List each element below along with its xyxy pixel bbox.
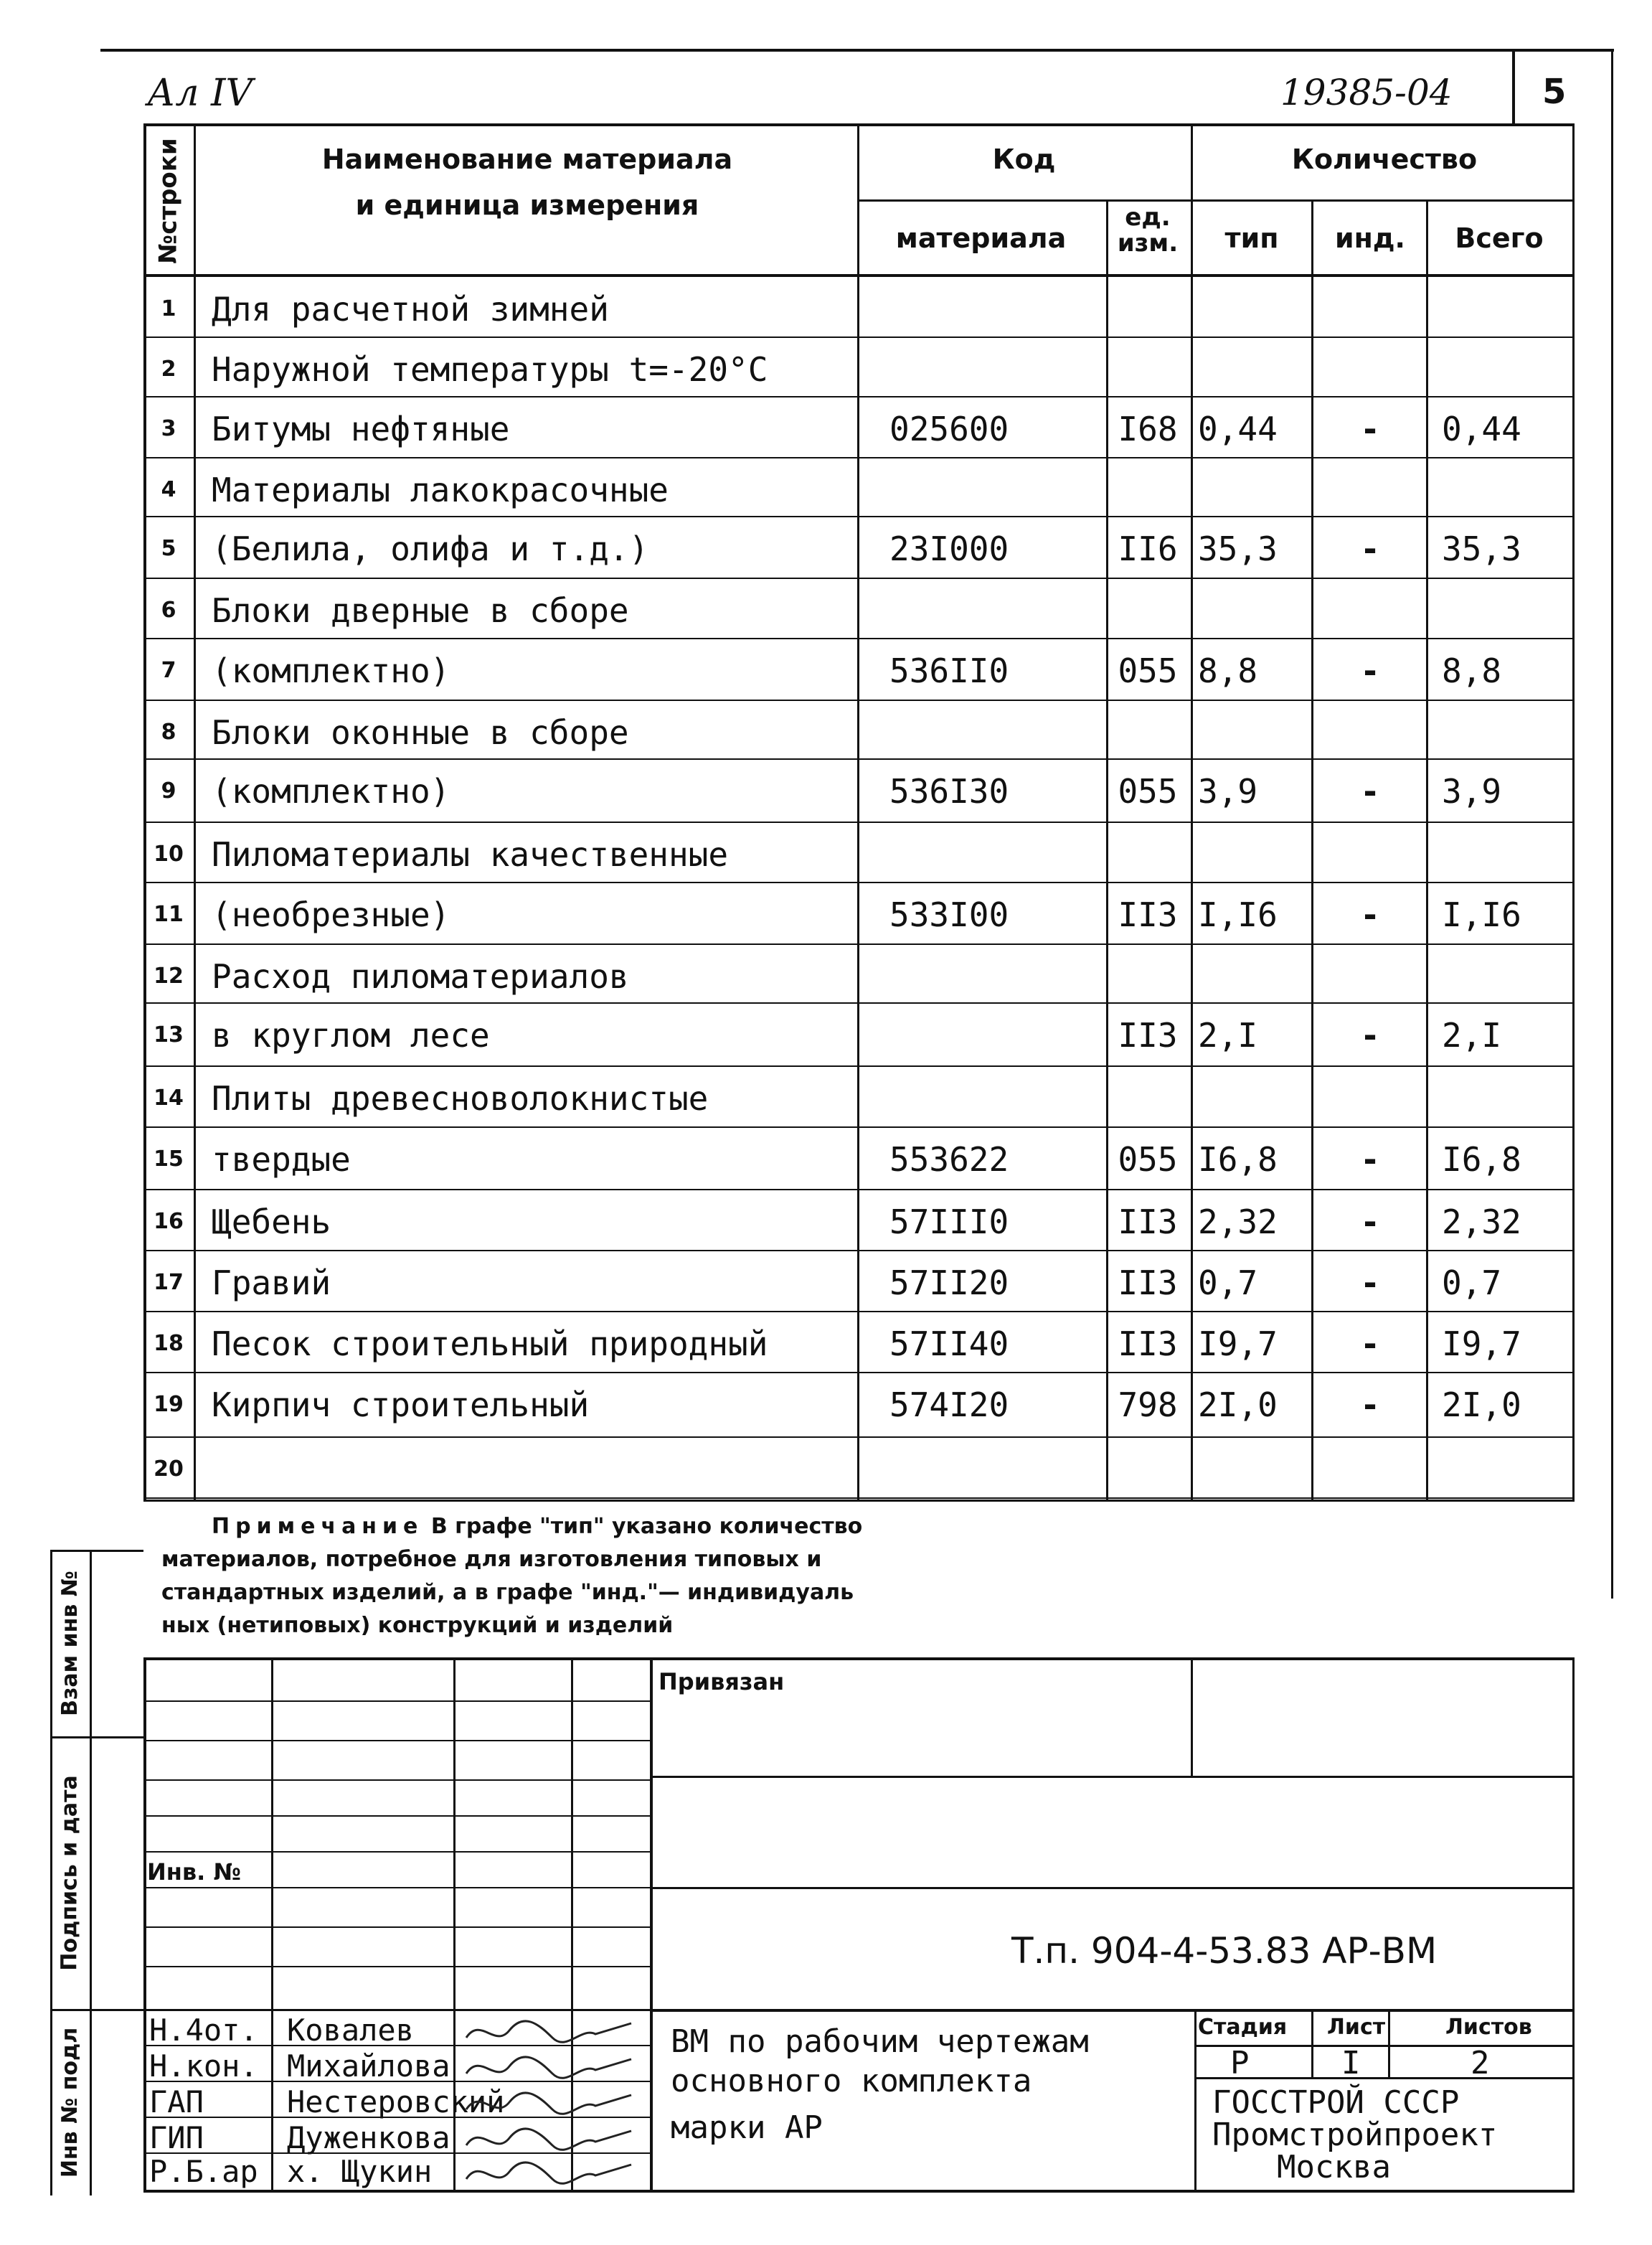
material-name: (необрезные) <box>212 895 450 934</box>
quantity-ind: - <box>1363 771 1377 811</box>
unit-code <box>1105 459 1191 520</box>
row-divider <box>143 700 1575 701</box>
material-name: Щебень <box>212 1202 331 1241</box>
material-code <box>889 946 1105 1007</box>
quantity-ind: - <box>1363 529 1377 568</box>
inv-no-label: Инв. № <box>147 1858 241 1886</box>
sheet-value: I <box>1341 2045 1361 2081</box>
row-number: 3 <box>161 416 176 441</box>
sheets-label: Листов <box>1445 2015 1532 2040</box>
quantity-ind: - <box>1363 1263 1377 1302</box>
project-code: Т.п. 904-4-53.83 АР-ВМ <box>1011 1930 1438 1972</box>
tb-grid-line <box>143 1851 653 1853</box>
unit-code: II3 <box>1118 1263 1178 1302</box>
material-name: Пиломатериалы качественные <box>212 834 729 874</box>
table-row <box>143 1313 1572 1374</box>
quantity-total <box>1427 580 1571 641</box>
material-code <box>889 1439 1105 1500</box>
code-group-header: Код <box>992 143 1056 175</box>
row-number: 17 <box>154 1270 184 1295</box>
quantity-ind: - <box>1363 1324 1377 1363</box>
material-name: (Белила, олифа и т.д.) <box>212 529 649 568</box>
material-name: Для расчетной зимней <box>212 289 609 329</box>
quantity-tip: 2I,0 <box>1198 1385 1278 1424</box>
material-code: 57II20 <box>889 1263 1009 1302</box>
quantity-total: 3,9 <box>1442 771 1502 811</box>
unit-code: II6 <box>1118 529 1178 568</box>
signature-mark <box>459 2150 638 2193</box>
unit-code: II3 <box>1118 1202 1178 1241</box>
material-name: Кирпич строительный <box>212 1385 590 1424</box>
unit-code <box>1105 824 1191 885</box>
tb-stage-header-line <box>1194 2045 1575 2047</box>
row-number: 8 <box>161 720 176 745</box>
quantity-total <box>1427 1068 1571 1129</box>
quantity-total: 0,44 <box>1442 409 1521 448</box>
quantity-total <box>1427 459 1571 520</box>
unit-code: II3 <box>1118 895 1178 934</box>
signer-name: Ковалев <box>287 2013 415 2048</box>
table-bottom-line <box>143 1500 1575 1502</box>
table-row <box>143 1191 1572 1252</box>
row-number: 19 <box>154 1392 184 1417</box>
unit-code <box>1105 339 1191 400</box>
table-row <box>143 1068 1572 1129</box>
material-code <box>889 278 1105 339</box>
table-row <box>143 1439 1572 1500</box>
quantity-ind <box>1313 580 1427 641</box>
material-name: Наружной температуры t=-20°C <box>212 349 768 389</box>
quantity-total: 2,32 <box>1442 1202 1521 1241</box>
quantity-ind: - <box>1363 895 1377 934</box>
table-row <box>143 640 1572 701</box>
quantity-tip: 8,8 <box>1198 651 1258 690</box>
material-name: Песок строительный природный <box>212 1324 768 1363</box>
row-number: 2 <box>161 357 176 382</box>
table-right-line <box>1572 123 1575 1501</box>
row-number: 4 <box>161 477 176 502</box>
qty-ind-header: инд. <box>1334 222 1405 254</box>
table-row <box>143 1252 1572 1313</box>
name-header: Наименование материала и единица измерения <box>321 143 733 221</box>
material-name: в круглом лесе <box>212 1015 490 1055</box>
quantity-ind <box>1313 702 1427 763</box>
quantity-group-header: Количество <box>1291 143 1478 175</box>
row-divider <box>143 822 1575 823</box>
table-row <box>143 1004 1572 1065</box>
quantity-tip: 2,32 <box>1198 1202 1278 1241</box>
material-code: 553622 <box>889 1139 1009 1179</box>
material-code <box>889 580 1105 641</box>
tb-stage-value-line <box>1194 2077 1575 2079</box>
signer-name: Нестеровский <box>287 2084 505 2119</box>
material-code: 57III0 <box>889 1202 1009 1241</box>
row-number-header: №строки <box>154 138 183 264</box>
unit-code <box>1105 278 1191 339</box>
table-row <box>143 946 1572 1007</box>
quantity-tip <box>1198 278 1313 339</box>
quantity-tip <box>1198 1068 1313 1129</box>
material-name: твердые <box>212 1139 351 1179</box>
material-code: 23I000 <box>889 529 1009 568</box>
table-row <box>143 580 1572 641</box>
quantity-ind <box>1313 1068 1427 1129</box>
material-name: (комплектно) <box>212 651 450 690</box>
table-row <box>143 702 1572 763</box>
material-name: Гравий <box>212 1263 331 1302</box>
material-name: Блоки оконные в сборе <box>212 712 629 752</box>
quantity-ind <box>1313 824 1427 885</box>
quantity-tip <box>1198 1439 1313 1500</box>
row-number: 18 <box>154 1331 184 1356</box>
row-number: 16 <box>154 1209 184 1234</box>
material-code: 533I00 <box>889 895 1009 934</box>
material-code <box>889 1004 1105 1065</box>
quantity-ind: - <box>1363 1015 1377 1055</box>
row-divider <box>143 1250 1575 1251</box>
tb-grid-line <box>143 1887 653 1888</box>
row-number: 15 <box>154 1147 184 1172</box>
tb-grid-line <box>143 1779 653 1781</box>
row-number: 1 <box>161 296 176 321</box>
note-line-3: стандартных изделий, а в графе "инд."— индивидуаль <box>161 1580 854 1605</box>
row-divider <box>143 1311 1575 1312</box>
row-divider <box>143 882 1575 883</box>
quantity-tip <box>1198 459 1313 520</box>
signer-name: х. Щукин <box>287 2154 433 2189</box>
signer-role: Н.4от. <box>149 2013 258 2048</box>
signer-role: Н.кон. <box>149 2048 258 2084</box>
quantity-total: I6,8 <box>1442 1139 1521 1179</box>
quantity-ind <box>1313 278 1427 339</box>
material-code <box>889 459 1105 520</box>
quantity-tip: 3,9 <box>1198 771 1258 811</box>
tb-project-bottom <box>653 2009 1575 2012</box>
table-row <box>143 824 1572 885</box>
material-name: Материалы лакокрасочные <box>212 470 669 509</box>
quantity-ind <box>1313 946 1427 1007</box>
title-block-top-line <box>143 1657 1575 1660</box>
quantity-ind <box>1313 339 1427 400</box>
sheet-number: 5 <box>1542 72 1567 112</box>
sheet-label: Лист <box>1327 2015 1386 2040</box>
description-line-1: ВМ по рабочим чертежам <box>671 2023 1089 2060</box>
material-code <box>889 1068 1105 1129</box>
unit-code: 798 <box>1118 1385 1178 1424</box>
tb-stage-divider-2 <box>1388 2009 1390 2077</box>
unit-code <box>1105 1068 1191 1129</box>
quantity-tip: I,I6 <box>1198 895 1278 934</box>
row-number: 20 <box>154 1456 184 1482</box>
side-stamp-right-line <box>90 1550 92 2195</box>
row-number: 11 <box>154 902 184 927</box>
material-name: Блоки дверные в сборе <box>212 590 629 630</box>
table-row <box>143 398 1572 459</box>
side-stamp-inv-podl: Инв № подл <box>57 2027 82 2178</box>
description-line-2: основного комплекта <box>671 2063 1032 2099</box>
quantity-tip <box>1198 702 1313 763</box>
row-number: 9 <box>161 778 176 804</box>
quantity-tip: I9,7 <box>1198 1324 1278 1363</box>
table-row <box>143 1129 1572 1190</box>
tb-grid-line <box>143 1740 653 1741</box>
material-code <box>889 702 1105 763</box>
table-row <box>143 339 1572 400</box>
material-name: (комплектно) <box>212 771 450 811</box>
unit-code <box>1105 702 1191 763</box>
tb-desc-org-divider <box>1194 2009 1196 2193</box>
privyazan-label: Привязан <box>659 1668 785 1695</box>
quantity-total <box>1427 824 1571 885</box>
title-block-left-line <box>143 1657 146 2193</box>
row-divider <box>143 396 1575 397</box>
unit-code <box>1105 1439 1191 1500</box>
org-line-3: Москва <box>1277 2149 1391 2185</box>
tb-privyazan-divider <box>1191 1657 1193 1776</box>
row-divider <box>143 336 1575 338</box>
unit-code-header: ед. изм. <box>1117 203 1179 258</box>
material-code-header: материала <box>895 222 1067 254</box>
quantity-ind <box>1313 459 1427 520</box>
title-block-bottom-line <box>143 2190 1575 2193</box>
row-divider <box>143 1126 1575 1128</box>
row-divider <box>143 1002 1575 1004</box>
material-code: 025600 <box>889 409 1009 448</box>
quantity-ind: - <box>1363 1139 1377 1179</box>
row-divider <box>143 1372 1575 1373</box>
table-row <box>143 884 1572 945</box>
row-divider <box>143 1497 1575 1499</box>
quantity-total: 2,I <box>1442 1015 1502 1055</box>
side-stamp-vzam: Взам инв № <box>57 1570 82 1716</box>
unit-code: 055 <box>1118 771 1178 811</box>
signer-role: ГИП <box>149 2120 204 2155</box>
row-divider <box>143 638 1575 639</box>
quantity-tip: 2,I <box>1198 1015 1258 1055</box>
table-row <box>143 761 1572 822</box>
quantity-tip <box>1198 946 1313 1007</box>
row-number: 14 <box>154 1086 184 1111</box>
quantity-total <box>1427 702 1571 763</box>
quantity-total: 8,8 <box>1442 651 1502 690</box>
row-number: 10 <box>154 842 184 867</box>
stage-label: Стадия <box>1198 2015 1288 2040</box>
quantity-tip: 0,7 <box>1198 1263 1258 1302</box>
unit-code: 055 <box>1118 1139 1178 1179</box>
quantity-total <box>1427 1439 1571 1500</box>
note-line-2: материалов, потребное для изготовления типовых и <box>161 1547 822 1572</box>
org-line-1: ГОССТРОЙ СССР <box>1212 2084 1460 2121</box>
unit-code: II3 <box>1118 1324 1178 1363</box>
note-line-4: ных (нетиповых) конструкций и изделий <box>161 1613 674 1638</box>
quantity-tip <box>1198 580 1313 641</box>
material-name <box>212 1439 993 1500</box>
table-row <box>143 1374 1572 1435</box>
quantity-tip: 35,3 <box>1198 529 1278 568</box>
material-code: 574I20 <box>889 1385 1009 1424</box>
quantity-tip: I6,8 <box>1198 1139 1278 1179</box>
tb-grid-line <box>143 1926 653 1928</box>
row-number: 12 <box>154 964 184 989</box>
quantity-ind: - <box>1363 1385 1377 1424</box>
table-row <box>143 278 1572 339</box>
note-text <box>161 1510 986 1642</box>
header-subdivider <box>857 199 1575 202</box>
stage-value: Р <box>1230 2045 1250 2081</box>
note-lead: Примечание <box>212 1514 424 1539</box>
qty-tip-header: тип <box>1224 222 1279 254</box>
unit-code <box>1105 580 1191 641</box>
quantity-total: 0,7 <box>1442 1263 1502 1302</box>
quantity-total: 2I,0 <box>1442 1385 1521 1424</box>
quantity-ind <box>1313 1439 1427 1500</box>
quantity-ind: - <box>1363 409 1377 448</box>
material-name: Плиты древесноволокнистые <box>212 1078 709 1118</box>
document-code: 19385-04 <box>1280 72 1453 113</box>
material-code: 536I30 <box>889 771 1009 811</box>
row-divider <box>143 578 1575 579</box>
row-divider <box>143 1189 1575 1190</box>
quantity-ind: - <box>1363 1202 1377 1241</box>
qty-total-header: Всего <box>1455 222 1544 254</box>
tb-grid-line <box>143 1966 653 1967</box>
quantity-total: I9,7 <box>1442 1324 1521 1363</box>
row-divider <box>143 457 1575 458</box>
quantity-tip: 0,44 <box>1198 409 1278 448</box>
tb-stage-divider-1 <box>1311 2009 1313 2077</box>
material-name: Битумы нефтяные <box>212 409 510 448</box>
tb-privyazan-bottom <box>653 1776 1575 1778</box>
row-number: 7 <box>161 658 176 683</box>
quantity-tip <box>1198 824 1313 885</box>
material-code: 536II0 <box>889 651 1009 690</box>
row-number: 13 <box>154 1022 184 1048</box>
row-number: 6 <box>161 598 176 623</box>
right-frame-line <box>1611 49 1613 1599</box>
unit-code: I68 <box>1118 409 1178 448</box>
unit-code <box>1105 946 1191 1007</box>
unit-code: II3 <box>1118 1015 1178 1055</box>
org-line-2: Промстройпроект <box>1212 2117 1498 2153</box>
row-divider <box>143 1436 1575 1438</box>
signer-name: Михайлова <box>287 2048 450 2084</box>
description-line-3: марки АР <box>671 2109 823 2146</box>
unit-code: 055 <box>1118 651 1178 690</box>
material-code <box>889 339 1105 400</box>
side-stamp-podpis: Подпись и дата <box>57 1774 82 1971</box>
quantity-total <box>1427 278 1571 339</box>
quantity-total <box>1427 339 1571 400</box>
tb-grid-line <box>143 1700 653 1702</box>
quantity-total <box>1427 946 1571 1007</box>
quantity-ind: - <box>1363 651 1377 690</box>
signer-role: Р.Б.ар <box>149 2154 258 2189</box>
table-row <box>143 459 1572 520</box>
quantity-total: I,I6 <box>1442 895 1521 934</box>
tb-project-top <box>653 1887 1575 1889</box>
sheet-format-mark: Ал IV <box>147 72 253 115</box>
row-divider <box>143 516 1575 517</box>
material-name: Расход пиломатериалов <box>212 956 629 996</box>
title-block-right-line <box>1572 1657 1575 2193</box>
top-frame-line <box>100 49 1614 52</box>
row-number: 5 <box>161 536 176 561</box>
row-divider <box>143 1065 1575 1067</box>
row-divider <box>143 758 1575 760</box>
tb-grid-line <box>143 1815 653 1817</box>
tb-col-role-line <box>271 1657 273 2193</box>
quantity-total: 35,3 <box>1442 529 1521 568</box>
row-divider <box>143 943 1575 945</box>
material-code: 57II40 <box>889 1324 1009 1363</box>
sheet-box-divider <box>1512 49 1515 126</box>
signer-name: Дуженкова <box>287 2120 450 2155</box>
quantity-tip <box>1198 339 1313 400</box>
tb-col-date-line <box>650 1657 653 2193</box>
signer-role: ГАП <box>149 2084 204 2119</box>
material-code <box>889 824 1105 885</box>
sheets-value: 2 <box>1471 2045 1490 2081</box>
table-row <box>143 518 1572 579</box>
note-line-1: В графе "тип" указано количество <box>430 1514 863 1539</box>
